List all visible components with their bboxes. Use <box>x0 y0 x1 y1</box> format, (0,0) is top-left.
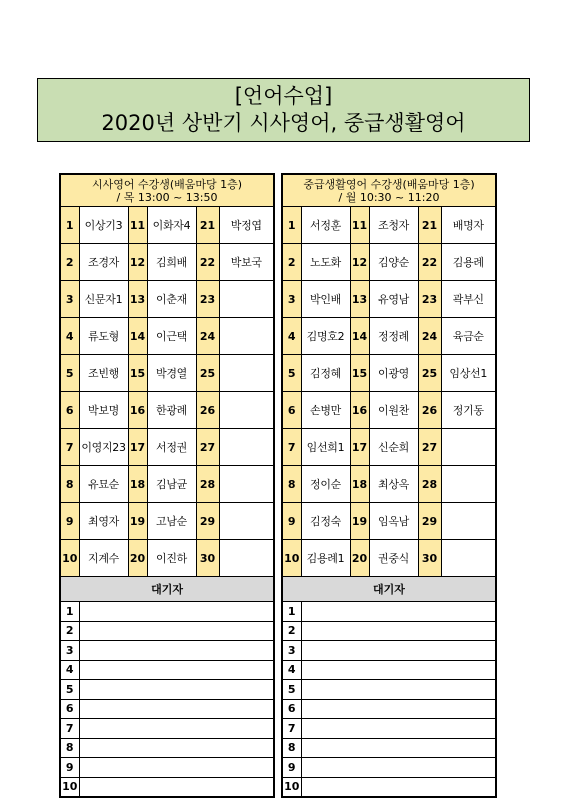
student-row <box>60 355 274 392</box>
student-name: 조빈행 <box>79 355 128 392</box>
seat-number: 11 <box>350 207 369 244</box>
student-name <box>219 466 274 503</box>
seat-number: 12 <box>350 244 369 281</box>
student-name: 이상기3 <box>79 207 128 244</box>
waiting-number: 10 <box>60 777 79 797</box>
student-row <box>282 503 496 540</box>
waiting-number: 10 <box>282 777 301 797</box>
student-name <box>441 466 496 503</box>
waiting-name-blank <box>79 699 274 719</box>
waiting-name-blank <box>301 777 496 797</box>
student-name: 유묘순 <box>79 466 128 503</box>
waiting-header-row <box>282 577 496 602</box>
waiting-row <box>282 777 496 797</box>
student-name: 김명호2 <box>301 318 350 355</box>
waiting-number: 9 <box>60 758 79 778</box>
waiting-row <box>282 660 496 680</box>
seat-number: 15 <box>128 355 147 392</box>
waiting-number: 2 <box>282 621 301 641</box>
student-name: 김정숙 <box>301 503 350 540</box>
seat-number: 7 <box>60 429 79 466</box>
waiting-name-blank <box>301 680 496 700</box>
title-line-2: 2020년 상반기 시사영어, 중급생활영어 <box>101 111 466 135</box>
student-name: 이춘재 <box>147 281 196 318</box>
waiting-name-blank <box>79 660 274 680</box>
title-line-1: [언어수업] <box>234 84 333 108</box>
student-name <box>441 429 496 466</box>
class-title: 시사영어 수강생(배움마당 1층) <box>91 177 243 191</box>
student-name: 최영자 <box>79 503 128 540</box>
student-row <box>282 540 496 577</box>
student-name: 이근택 <box>147 318 196 355</box>
student-name: 유영남 <box>369 281 418 318</box>
student-row <box>60 207 274 244</box>
student-name: 김희배 <box>147 244 196 281</box>
class-title: 중급생활영어 수강생(배움마당 1층) <box>303 177 475 191</box>
student-name: 한광례 <box>147 392 196 429</box>
student-name: 노도화 <box>301 244 350 281</box>
student-row <box>60 318 274 355</box>
seat-number: 27 <box>196 429 219 466</box>
waiting-name-blank <box>79 641 274 661</box>
waiting-row <box>60 738 274 758</box>
seat-number: 6 <box>60 392 79 429</box>
seat-number: 14 <box>350 318 369 355</box>
student-name: 곽부신 <box>441 281 496 318</box>
student-name: 최상옥 <box>369 466 418 503</box>
seat-number: 20 <box>128 540 147 577</box>
waiting-number: 3 <box>60 641 79 661</box>
waiting-name-blank <box>79 777 274 797</box>
seat-number: 27 <box>418 429 441 466</box>
student-name: 류도형 <box>79 318 128 355</box>
waiting-number: 6 <box>60 699 79 719</box>
waiting-name-blank <box>301 719 496 739</box>
waiting-name-blank <box>301 602 496 622</box>
waiting-number: 6 <box>282 699 301 719</box>
student-name: 임선희1 <box>301 429 350 466</box>
student-name: 임옥남 <box>369 503 418 540</box>
waiting-row <box>60 758 274 778</box>
waiting-name-blank <box>79 621 274 641</box>
student-name <box>441 503 496 540</box>
class-header <box>60 174 274 207</box>
seat-number: 26 <box>196 392 219 429</box>
student-name: 신순희 <box>369 429 418 466</box>
student-name <box>219 355 274 392</box>
waiting-number: 1 <box>60 602 79 622</box>
seat-number: 8 <box>282 466 301 503</box>
student-name: 임상선1 <box>441 355 496 392</box>
waiting-row <box>282 602 496 622</box>
seat-number: 14 <box>128 318 147 355</box>
student-name: 배명자 <box>441 207 496 244</box>
student-name: 고남순 <box>147 503 196 540</box>
waiting-row <box>60 699 274 719</box>
student-name: 이진하 <box>147 540 196 577</box>
waiting-row <box>60 680 274 700</box>
seat-number: 1 <box>282 207 301 244</box>
waiting-name-blank <box>79 680 274 700</box>
seat-number: 26 <box>418 392 441 429</box>
seat-number: 15 <box>350 355 369 392</box>
seat-number: 7 <box>282 429 301 466</box>
waiting-number: 4 <box>282 660 301 680</box>
student-row <box>60 503 274 540</box>
student-name: 김용례1 <box>301 540 350 577</box>
student-row <box>60 281 274 318</box>
waiting-number: 1 <box>282 602 301 622</box>
student-row <box>282 244 496 281</box>
seat-number: 1 <box>60 207 79 244</box>
waiting-number: 5 <box>60 680 79 700</box>
student-name: 육금순 <box>441 318 496 355</box>
waiting-list-header: 대기자 <box>60 577 274 602</box>
student-name: 이광영 <box>369 355 418 392</box>
seat-number: 3 <box>282 281 301 318</box>
class-schedule: / 목 13:00 ~ 13:50 <box>116 190 218 204</box>
waiting-row <box>60 777 274 797</box>
seat-number: 5 <box>282 355 301 392</box>
seat-number: 19 <box>350 503 369 540</box>
student-row <box>60 429 274 466</box>
waiting-number: 2 <box>60 621 79 641</box>
seat-number: 9 <box>282 503 301 540</box>
waiting-number: 8 <box>60 738 79 758</box>
seat-number: 18 <box>128 466 147 503</box>
seat-number: 8 <box>60 466 79 503</box>
student-name: 김정혜 <box>301 355 350 392</box>
student-name: 박정엽 <box>219 207 274 244</box>
waiting-number: 7 <box>60 719 79 739</box>
intermediate-english-roster-table <box>281 173 497 798</box>
waiting-row <box>282 680 496 700</box>
student-name <box>219 429 274 466</box>
seat-number: 25 <box>418 355 441 392</box>
student-name: 정기동 <box>441 392 496 429</box>
waiting-name-blank <box>79 602 274 622</box>
seat-number: 16 <box>128 392 147 429</box>
student-name: 손병만 <box>301 392 350 429</box>
waiting-name-blank <box>79 719 274 739</box>
seat-number: 18 <box>350 466 369 503</box>
seat-number: 24 <box>418 318 441 355</box>
student-name: 조경자 <box>79 244 128 281</box>
student-name <box>219 392 274 429</box>
seat-number: 10 <box>60 540 79 577</box>
waiting-row <box>60 641 274 661</box>
waiting-name-blank <box>301 758 496 778</box>
student-row <box>282 466 496 503</box>
student-name: 박인배 <box>301 281 350 318</box>
student-row <box>282 429 496 466</box>
seat-number: 2 <box>282 244 301 281</box>
seat-number: 12 <box>128 244 147 281</box>
student-name: 조청자 <box>369 207 418 244</box>
waiting-row <box>282 738 496 758</box>
waiting-number: 4 <box>60 660 79 680</box>
waiting-name-blank <box>301 699 496 719</box>
class-header <box>282 174 496 207</box>
seat-number: 29 <box>196 503 219 540</box>
waiting-row <box>282 641 496 661</box>
seat-number: 4 <box>60 318 79 355</box>
seat-number: 23 <box>196 281 219 318</box>
waiting-name-blank <box>301 621 496 641</box>
seat-number: 23 <box>418 281 441 318</box>
waiting-row <box>282 758 496 778</box>
seat-number: 11 <box>128 207 147 244</box>
seat-number: 9 <box>60 503 79 540</box>
waiting-list-header: 대기자 <box>282 577 496 602</box>
seat-number: 24 <box>196 318 219 355</box>
seat-number: 25 <box>196 355 219 392</box>
student-row <box>282 281 496 318</box>
waiting-number: 9 <box>282 758 301 778</box>
student-name <box>219 318 274 355</box>
student-name: 권중식 <box>369 540 418 577</box>
student-row <box>60 244 274 281</box>
student-name: 김양순 <box>369 244 418 281</box>
waiting-number: 5 <box>282 680 301 700</box>
seat-number: 30 <box>418 540 441 577</box>
seat-number: 10 <box>282 540 301 577</box>
seat-number: 2 <box>60 244 79 281</box>
student-name <box>219 503 274 540</box>
seat-number: 17 <box>350 429 369 466</box>
student-row <box>60 466 274 503</box>
student-name: 박보명 <box>79 392 128 429</box>
class-schedule: / 월 10:30 ~ 11:20 <box>338 190 440 204</box>
seat-number: 29 <box>418 503 441 540</box>
waiting-name-blank <box>79 758 274 778</box>
seat-number: 19 <box>128 503 147 540</box>
student-name: 이화자4 <box>147 207 196 244</box>
student-name: 박보국 <box>219 244 274 281</box>
seat-number: 20 <box>350 540 369 577</box>
waiting-header-row <box>60 577 274 602</box>
student-name: 이원찬 <box>369 392 418 429</box>
class-header-row <box>60 174 274 207</box>
seat-number: 5 <box>60 355 79 392</box>
seat-number: 4 <box>282 318 301 355</box>
seat-number: 17 <box>128 429 147 466</box>
student-name: 김용례 <box>441 244 496 281</box>
seat-number: 21 <box>418 207 441 244</box>
waiting-name-blank <box>301 738 496 758</box>
student-name: 서정권 <box>147 429 196 466</box>
waiting-row <box>60 621 274 641</box>
waiting-row <box>60 660 274 680</box>
student-row <box>282 355 496 392</box>
student-name: 신문자1 <box>79 281 128 318</box>
waiting-row <box>282 719 496 739</box>
seat-number: 13 <box>350 281 369 318</box>
student-name: 박경열 <box>147 355 196 392</box>
student-name: 지계수 <box>79 540 128 577</box>
seat-number: 22 <box>196 244 219 281</box>
seat-number: 28 <box>196 466 219 503</box>
student-name <box>219 540 274 577</box>
waiting-number: 3 <box>282 641 301 661</box>
title-box <box>37 78 530 142</box>
current-affairs-roster-table <box>59 173 275 798</box>
waiting-name-blank <box>301 641 496 661</box>
student-row <box>282 392 496 429</box>
student-name <box>441 540 496 577</box>
waiting-row <box>60 602 274 622</box>
student-row <box>282 318 496 355</box>
seat-number: 6 <box>282 392 301 429</box>
student-name: 정이순 <box>301 466 350 503</box>
seat-number: 3 <box>60 281 79 318</box>
waiting-row <box>60 719 274 739</box>
student-name: 이영지23 <box>79 429 128 466</box>
student-name <box>219 281 274 318</box>
waiting-number: 8 <box>282 738 301 758</box>
seat-number: 22 <box>418 244 441 281</box>
student-row <box>60 540 274 577</box>
seat-number: 28 <box>418 466 441 503</box>
seat-number: 30 <box>196 540 219 577</box>
class-header-row <box>282 174 496 207</box>
waiting-row <box>282 621 496 641</box>
seat-number: 21 <box>196 207 219 244</box>
student-name: 서정훈 <box>301 207 350 244</box>
student-name: 김남균 <box>147 466 196 503</box>
seat-number: 13 <box>128 281 147 318</box>
waiting-name-blank <box>79 738 274 758</box>
waiting-name-blank <box>301 660 496 680</box>
waiting-number: 7 <box>282 719 301 739</box>
student-row <box>282 207 496 244</box>
student-row <box>60 392 274 429</box>
seat-number: 16 <box>350 392 369 429</box>
waiting-row <box>282 699 496 719</box>
student-name: 정정례 <box>369 318 418 355</box>
